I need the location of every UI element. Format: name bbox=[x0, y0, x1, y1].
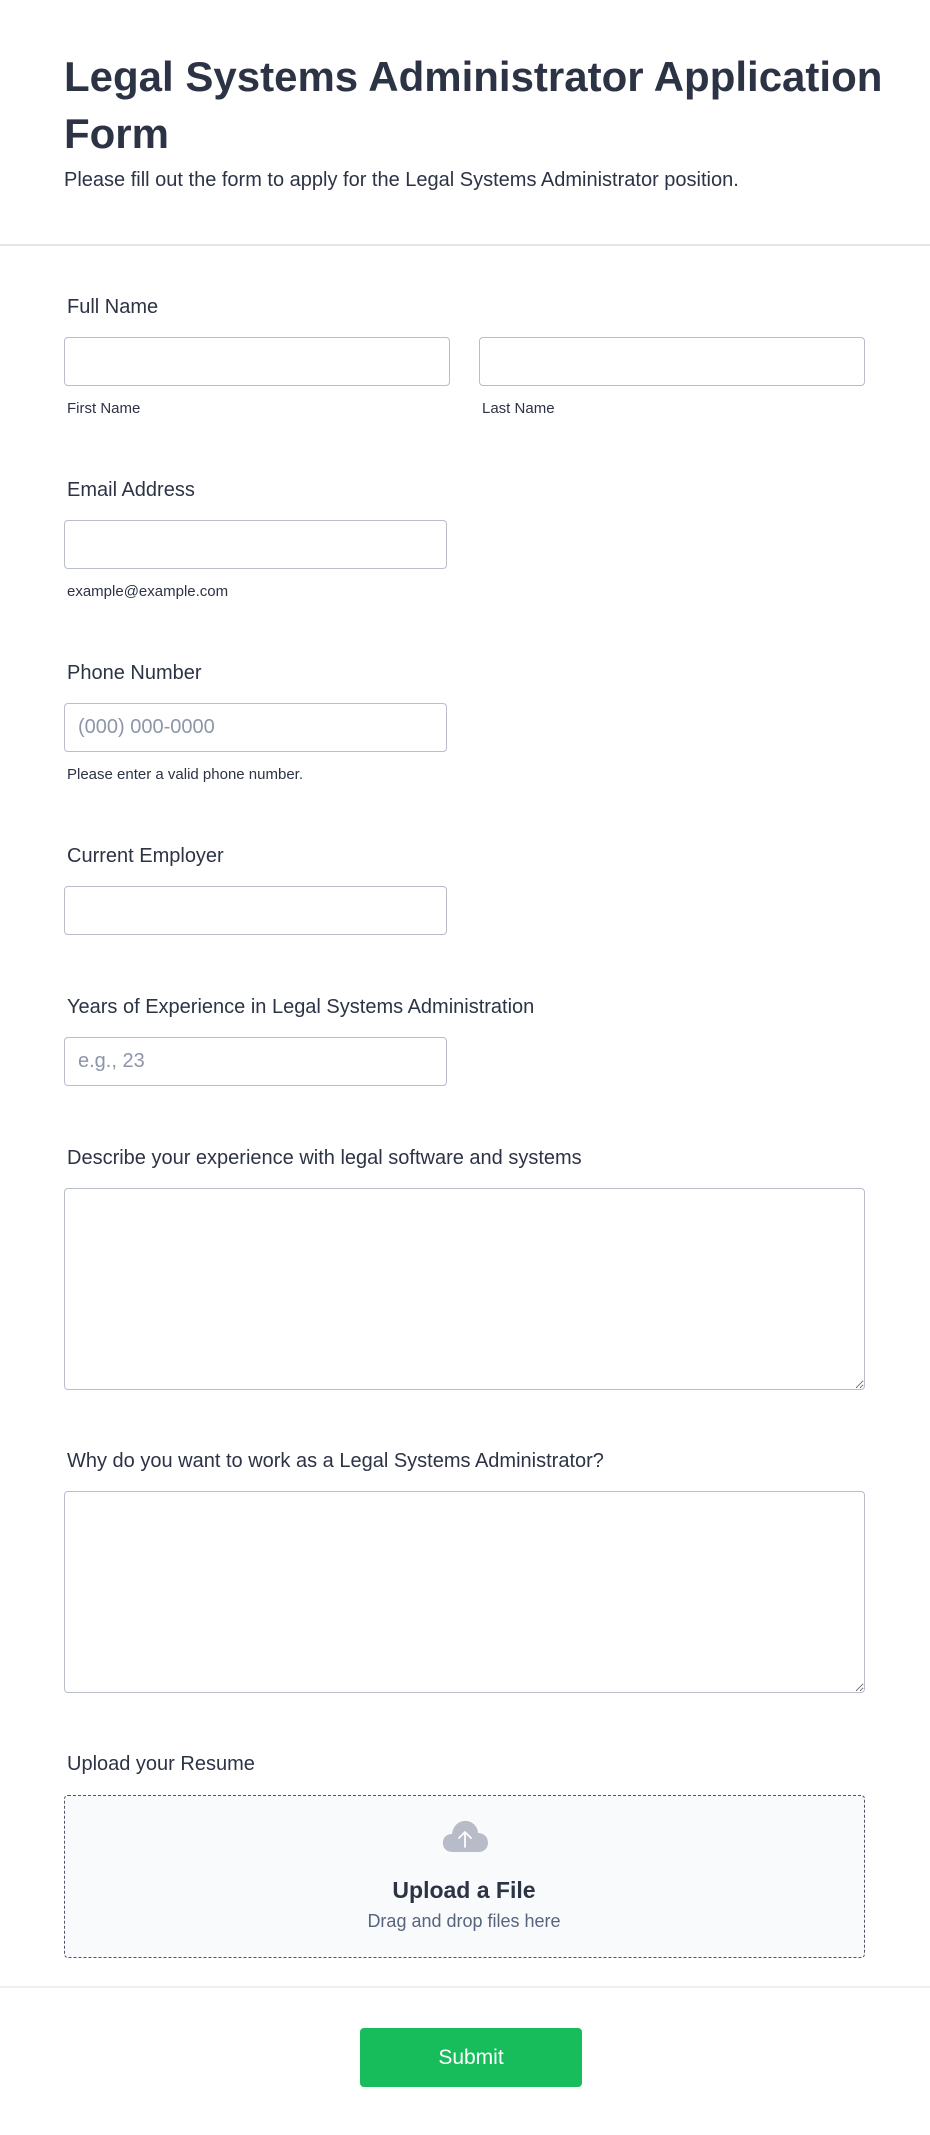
email-input[interactable] bbox=[64, 520, 447, 569]
resume-upload-dropzone[interactable] bbox=[64, 1795, 865, 1958]
phone-sublabel: Please enter a valid phone number. bbox=[67, 766, 303, 783]
cloud-upload-icon bbox=[441, 1818, 489, 1854]
experience-years-input[interactable] bbox=[64, 1037, 447, 1086]
first-name-input[interactable] bbox=[64, 337, 450, 386]
upload-hint: Drag and drop files here bbox=[367, 1911, 561, 1931]
experience-description-textarea[interactable] bbox=[64, 1188, 865, 1390]
email-label: Email Address bbox=[67, 479, 195, 501]
last-name-sublabel: Last Name bbox=[482, 400, 555, 417]
form-title: Legal Systems Administrator Application Form bbox=[64, 53, 883, 157]
resume-label: Upload your Resume bbox=[67, 1753, 255, 1775]
phone-input[interactable] bbox=[64, 703, 447, 752]
employer-input[interactable] bbox=[64, 886, 447, 935]
experience-years-label: Years of Experience in Legal Systems Administration bbox=[67, 996, 535, 1018]
email-sublabel: example@example.com bbox=[67, 583, 229, 600]
full-name-label: Full Name bbox=[67, 296, 159, 318]
form-header bbox=[0, 0, 930, 246]
form-footer bbox=[0, 1986, 930, 2135]
employer-label: Current Employer bbox=[67, 845, 224, 867]
phone-label: Phone Number bbox=[67, 662, 202, 684]
motivation-label: Why do you want to work as a Legal Systems Administrator? bbox=[67, 1450, 604, 1472]
first-name-sublabel: First Name bbox=[67, 400, 141, 417]
experience-description-label: Describe your experience with legal software and systems bbox=[67, 1147, 582, 1169]
motivation-textarea[interactable] bbox=[64, 1491, 865, 1693]
last-name-input[interactable] bbox=[479, 337, 865, 386]
upload-title: Upload a File bbox=[392, 1877, 536, 1903]
submit-button[interactable]: Submit bbox=[360, 2028, 582, 2087]
form-subtitle: Please fill out the form to apply for the Legal Systems Administrator position. bbox=[64, 169, 739, 191]
